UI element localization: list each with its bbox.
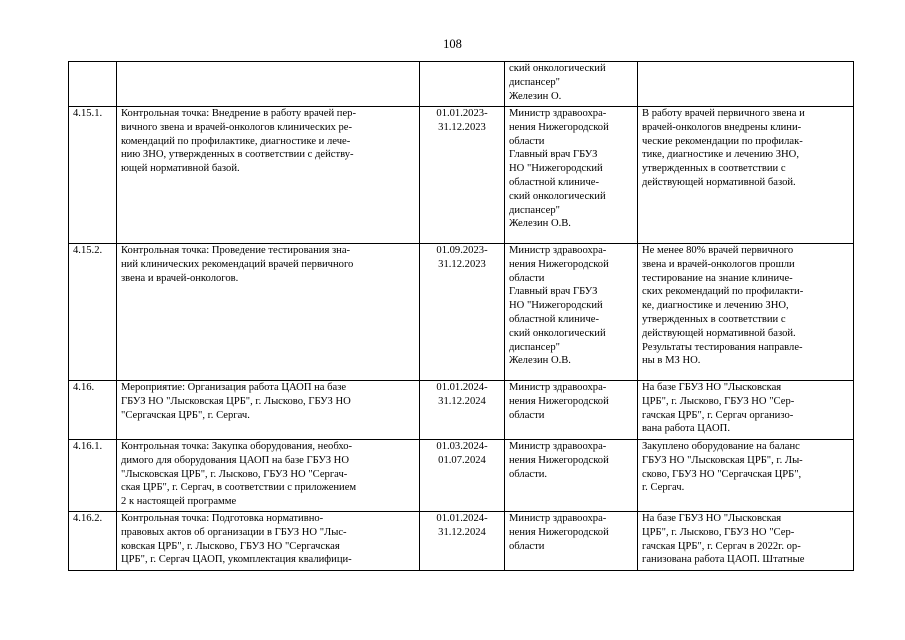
plan-table [68, 61, 854, 571]
event-name: Мероприятие: Организация работа ЦАОП на базе ГБУЗ НО "Лысковская ЦРБ", г. Лысково, ГБУЗ НО "Сергачская ЦРБ", г. Сергач. [117, 381, 420, 440]
expected-result: На базе ГБУЗ НО "Лысковская ЦРБ", г. Лысково, ГБУЗ НО "Сер- гачская ЦРБ", г. Сергач в 2022г. ор- ганизована работа ЦАОП. Штатные [638, 512, 854, 571]
event-dates: 01.01.2023- 31.12.2023 [420, 107, 505, 244]
event-name: Контрольная точка: Подготовка нормативно- правовых актов об организации в ГБУЗ НО "Лыс- ковская ЦРБ", г. Лысково, ГБУЗ НО "Сергачская ЦРБ", г. Сергач ЦАОП, укомплектация квалифици- [117, 512, 420, 571]
responsible-person: Министр здравоохра- нения Нижегородской области [505, 512, 638, 571]
expected-result: Не менее 80% врачей первичного звена и врачей-онкологов прошли тестирование на знание клиниче- ских рекомендаций по профилакти- ке, диагностике и лечению ЗНО, утвержденных в соответствии с действующей нормативной базой. Результаты тестирования направле- ны в МЗ НО. [638, 244, 854, 381]
table-row [69, 244, 854, 381]
event-name: Контрольная точка: Проведение тестирования зна- ний клинических рекомендаций врачей первичного звена и врачей-онкологов. [117, 244, 420, 381]
row-number: 4.16.2. [69, 512, 117, 571]
event-dates: 01.03.2024- 01.07.2024 [420, 440, 505, 512]
event-dates: 01.09.2023- 31.12.2023 [420, 244, 505, 381]
event-dates [420, 62, 505, 107]
expected-result: На базе ГБУЗ НО "Лысковская ЦРБ", г. Лысково, ГБУЗ НО "Сер- гачская ЦРБ", г. Сергач организо- вана работа ЦАОП. [638, 381, 854, 440]
table-row [69, 440, 854, 512]
row-number: 4.15.2. [69, 244, 117, 381]
table-row [69, 62, 854, 107]
responsible-person: Министр здравоохра- нения Нижегородской области Главный врач ГБУЗ НО "Нижегородский областной клиниче- ский онкологический диспансер" Железин О.В. [505, 107, 638, 244]
row-number: 4.15.1. [69, 107, 117, 244]
event-name: Контрольная точка: Закупка оборудования, необхо- димого для оборудования ЦАОП на базе ГБУЗ НО "Лысковская ЦРБ", г. Лысково, ГБУЗ НО "Сергач- ская ЦРБ", г. Сергач, в соответствии с приложением 2 к настоящей программе [117, 440, 420, 512]
event-name [117, 62, 420, 107]
expected-result [638, 62, 854, 107]
page-number: 108 [443, 37, 462, 51]
row-number: 4.16. [69, 381, 117, 440]
row-number [69, 62, 117, 107]
expected-result: В работу врачей первичного звена и врачей-онкологов внедрены клини- ческие рекомендации по профилак- тике, диагностике и лечению ЗНО, утвержденных в соответствии с действующей нормативной базой. [638, 107, 854, 244]
responsible-person: Министр здравоохра- нения Нижегородской области Главный врач ГБУЗ НО "Нижегородский областной клиниче- ский онкологический диспансер" Железин О.В. [505, 244, 638, 381]
responsible-person: Министр здравоохра- нения Нижегородской области [505, 381, 638, 440]
row-number: 4.16.1. [69, 440, 117, 512]
event-dates: 01.01.2024- 31.12.2024 [420, 381, 505, 440]
table-row [69, 107, 854, 244]
table-row [69, 512, 854, 571]
table-row [69, 381, 854, 440]
event-name: Контрольная точка: Внедрение в работу врачей пер- вичного звена и врачей-онкологов клинических ре- комендаций по профилактике, диагностике и лече- нию ЗНО, утвержденных в соответствии с действу- ющей нормативной базой. [117, 107, 420, 244]
responsible-person: ский онкологический диспансер" Железин О. [505, 62, 638, 107]
expected-result: Закуплено оборудование на баланс ГБУЗ НО "Лысковская ЦРБ", г. Лы- сково, ГБУЗ НО "Сергачская ЦРБ", г. Сергач. [638, 440, 854, 512]
responsible-person: Министр здравоохра- нения Нижегородской области. [505, 440, 638, 512]
event-dates: 01.01.2024- 31.12.2024 [420, 512, 505, 571]
